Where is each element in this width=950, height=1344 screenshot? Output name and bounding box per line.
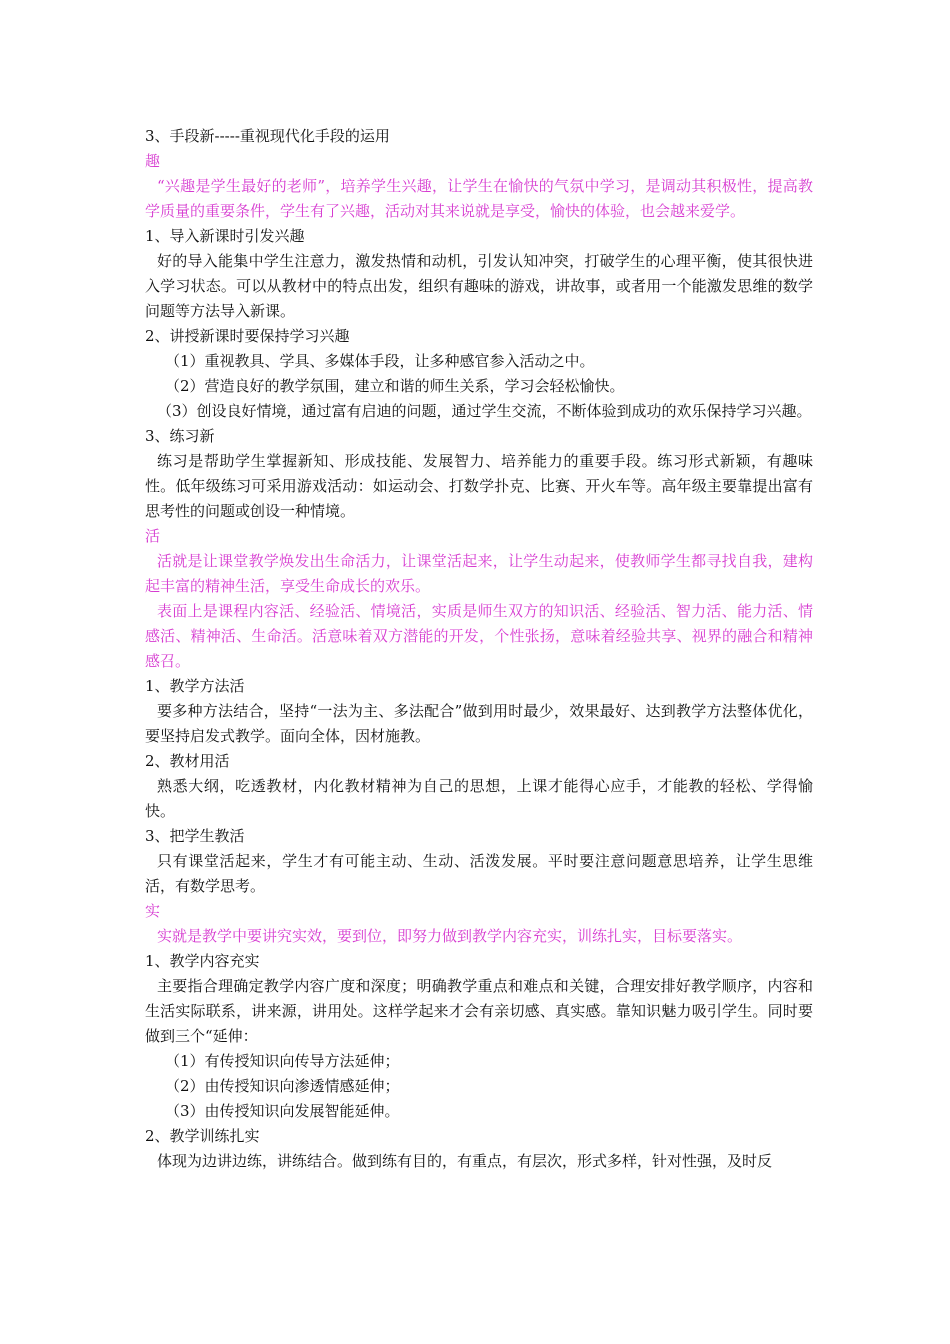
section-heading: 趣 xyxy=(145,152,161,170)
body-paragraph: 活就是让课堂教学焕发出生命活力，让课堂活起来，让学生动起来，使教师学生都寻找自我，建构起丰富的精神生活，享受生命成长的欢乐。 xyxy=(145,552,813,595)
body-paragraph: （1）重视教具、学具、多媒体手段，让多种感官参入活动之中。 xyxy=(165,352,595,370)
body-paragraph: 表面上是课程内容活、经验活、情境活，实质是师生双方的知识活、经验活、智力活、能力活、情感活、精神活、生命活。活意味着双方潜能的开发，个性张扬，意味着经验共享、视界的融合和精神感召。 xyxy=(145,602,813,670)
body-paragraph: （1）有传授知识向传导方法延伸； xyxy=(165,1052,400,1070)
body-paragraph: 主要指合理确定教学内容广度和深度；明确教学重点和难点和关键，合理安排好教学顺序，内容和生活实际联系，讲来源，讲用处。这样学起来才会有亲切感、真实感。靠知识魅力吸引学生。同时要做到三个“延伸： xyxy=(145,977,813,1045)
body-paragraph: 好的导入能集中学生注意力，激发热情和动机，引发认知冲突，打破学生的心理平衡，使其很快进入学习状态。可以从教材中的特点出发，组织有趣味的游戏，讲故事，或者用一个能激发思维的数学问题等方法导入新课。 xyxy=(145,252,813,320)
section-heading: 活 xyxy=(145,527,161,545)
section-heading: 实 xyxy=(145,902,161,920)
body-paragraph: （2）由传授知识向渗透情感延伸； xyxy=(165,1077,400,1095)
section-heading: 2、讲授新课时要保持学习兴趣 xyxy=(145,327,350,345)
body-paragraph: （3）创设良好情境，通过富有启迪的问题，通过学生交流，不断体验到成功的欢乐保持学习兴趣。 xyxy=(157,402,812,420)
section-heading: 2、教材用活 xyxy=(145,752,230,770)
body-paragraph: （2）营造良好的教学氛围，建立和谐的师生关系，学习会轻松愉快。 xyxy=(165,377,625,395)
body-paragraph: 体现为边讲边练，讲练结合。做到练有目的，有重点，有层次，形式多样，针对性强，及时反 xyxy=(157,1152,773,1170)
section-heading: 1、教学方法活 xyxy=(145,677,245,695)
section-heading: 1、导入新课时引发兴趣 xyxy=(145,227,305,245)
body-paragraph: 只有课堂活起来，学生才有可能主动、生动、活泼发展。平时要注意问题意思培养，让学生思维活，有数学思考。 xyxy=(145,852,813,895)
body-paragraph: 练习是帮助学生掌握新知、形成技能、发展智力、培养能力的重要手段。练习形式新颖，有趣味性。低年级练习可采用游戏活动：如运动会、打数学扑克、比赛、开火车等。高年级主要靠提出富有思考性的问题或创设一种情境。 xyxy=(145,452,813,520)
body-paragraph: 要多种方法结合，坚持“一法为主、多法配合”做到用时最少，效果最好、达到教学方法整体优化，要坚持启发式教学。面向全体，因材施教。 xyxy=(145,702,813,745)
document-page xyxy=(145,124,813,1174)
body-paragraph: （3）由传授知识向发展智能延伸。 xyxy=(165,1102,400,1120)
section-heading: 1、教学内容充实 xyxy=(145,952,260,970)
body-paragraph: 熟悉大纲，吃透教材，内化教材精神为自己的思想，上课才能得心应手，才能教的轻松、学得愉快。 xyxy=(145,777,813,820)
section-heading: 2、教学训练扎实 xyxy=(145,1127,260,1145)
body-paragraph: “兴趣是学生最好的老师”，培养学生兴趣，让学生在愉快的气氛中学习，是调动其积极性，提高教学质量的重要条件，学生有了兴趣，活动对其来说就是享受，愉快的体验，也会越来爱学。 xyxy=(145,177,813,220)
section-heading: 3、把学生教活 xyxy=(145,827,245,845)
section-heading: 3、练习新 xyxy=(145,427,215,445)
body-paragraph: 实就是教学中要讲究实效，要到位，即努力做到教学内容充实，训练扎实，目标要落实。 xyxy=(157,927,743,945)
section-heading: 3、手段新-----重视现代化手段的运用 xyxy=(145,127,390,145)
